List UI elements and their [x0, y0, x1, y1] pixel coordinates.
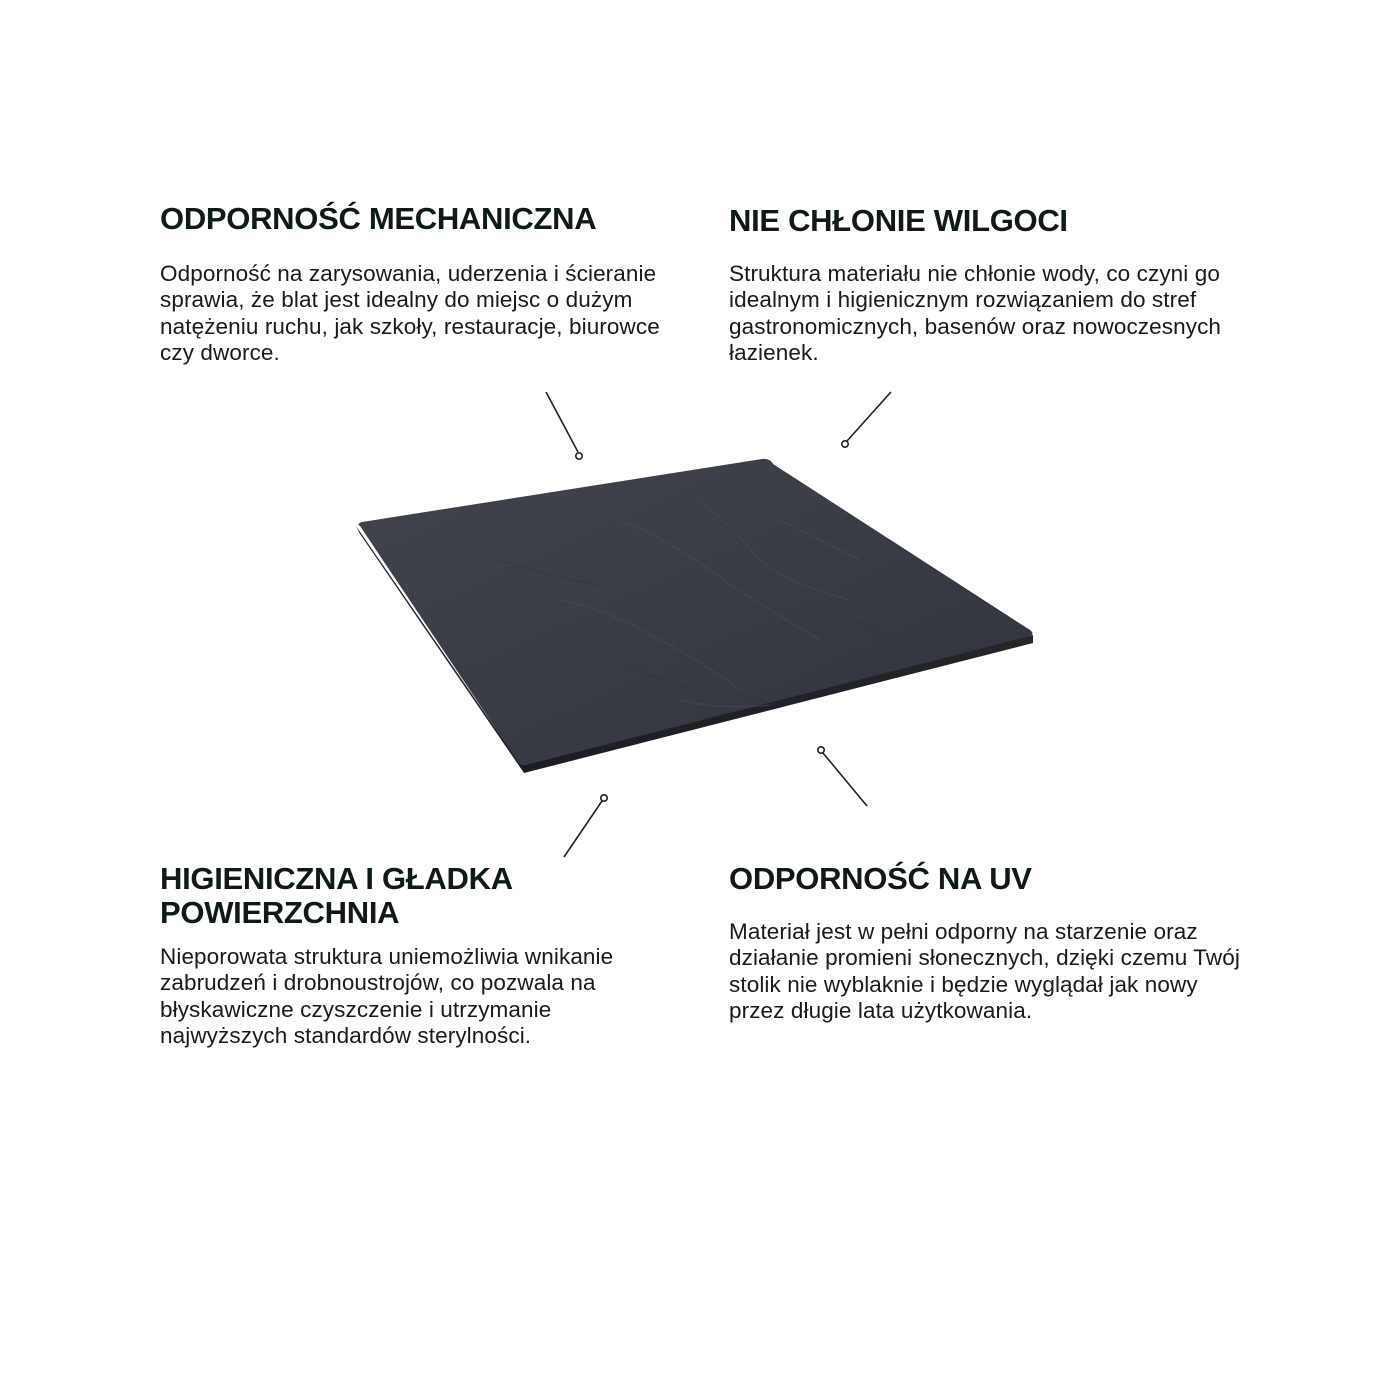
- feature-description: Nieporowata struktura uniemożliwia wnikanie zabrudzeń i drobnoustrojów, co pozwala na błyskawiczne czyszczenie i utrzymanie najwyższych standardów sterylności.: [160, 944, 614, 1048]
- feature-moisture-resistance: [729, 204, 1289, 366]
- feature-uv-resistance: [729, 862, 1289, 1024]
- feature-description: Odporność na zarysowania, uderzenia i ścieranie sprawia, że blat jest idealny do miejsc o dużym natężeniu ruchu, jak szkoły, restauracje, biurowce czy dworce.: [160, 261, 660, 365]
- feature-title: NIE CHŁONIE WILGOCI: [729, 203, 1068, 238]
- feature-title: ODPORNOŚĆ MECHANICZNA: [160, 201, 597, 236]
- feature-hygienic-surface: [160, 862, 720, 1049]
- feature-description: Materiał jest w pełni odporny na starzenie oraz działanie promieni słonecznych, dzięki czemu Twój stolik nie wyblaknie i będzie wyglądał jak nowy przez długie lata użytkowania.: [729, 919, 1240, 1023]
- feature-title: HIGIENICZNA I GŁADKA POWIERZCHNIA: [160, 861, 512, 930]
- feature-title: ODPORNOŚĆ NA UV: [729, 861, 1032, 896]
- feature-description: Struktura materiału nie chłonie wody, co czyni go idealnym i higienicznym rozwiązaniem do stref gastronomicznych, basenów oraz nowoczesnych łazienek.: [729, 261, 1222, 365]
- table-top-slab: [356, 459, 1033, 773]
- feature-mechanical-resistance: [160, 202, 720, 366]
